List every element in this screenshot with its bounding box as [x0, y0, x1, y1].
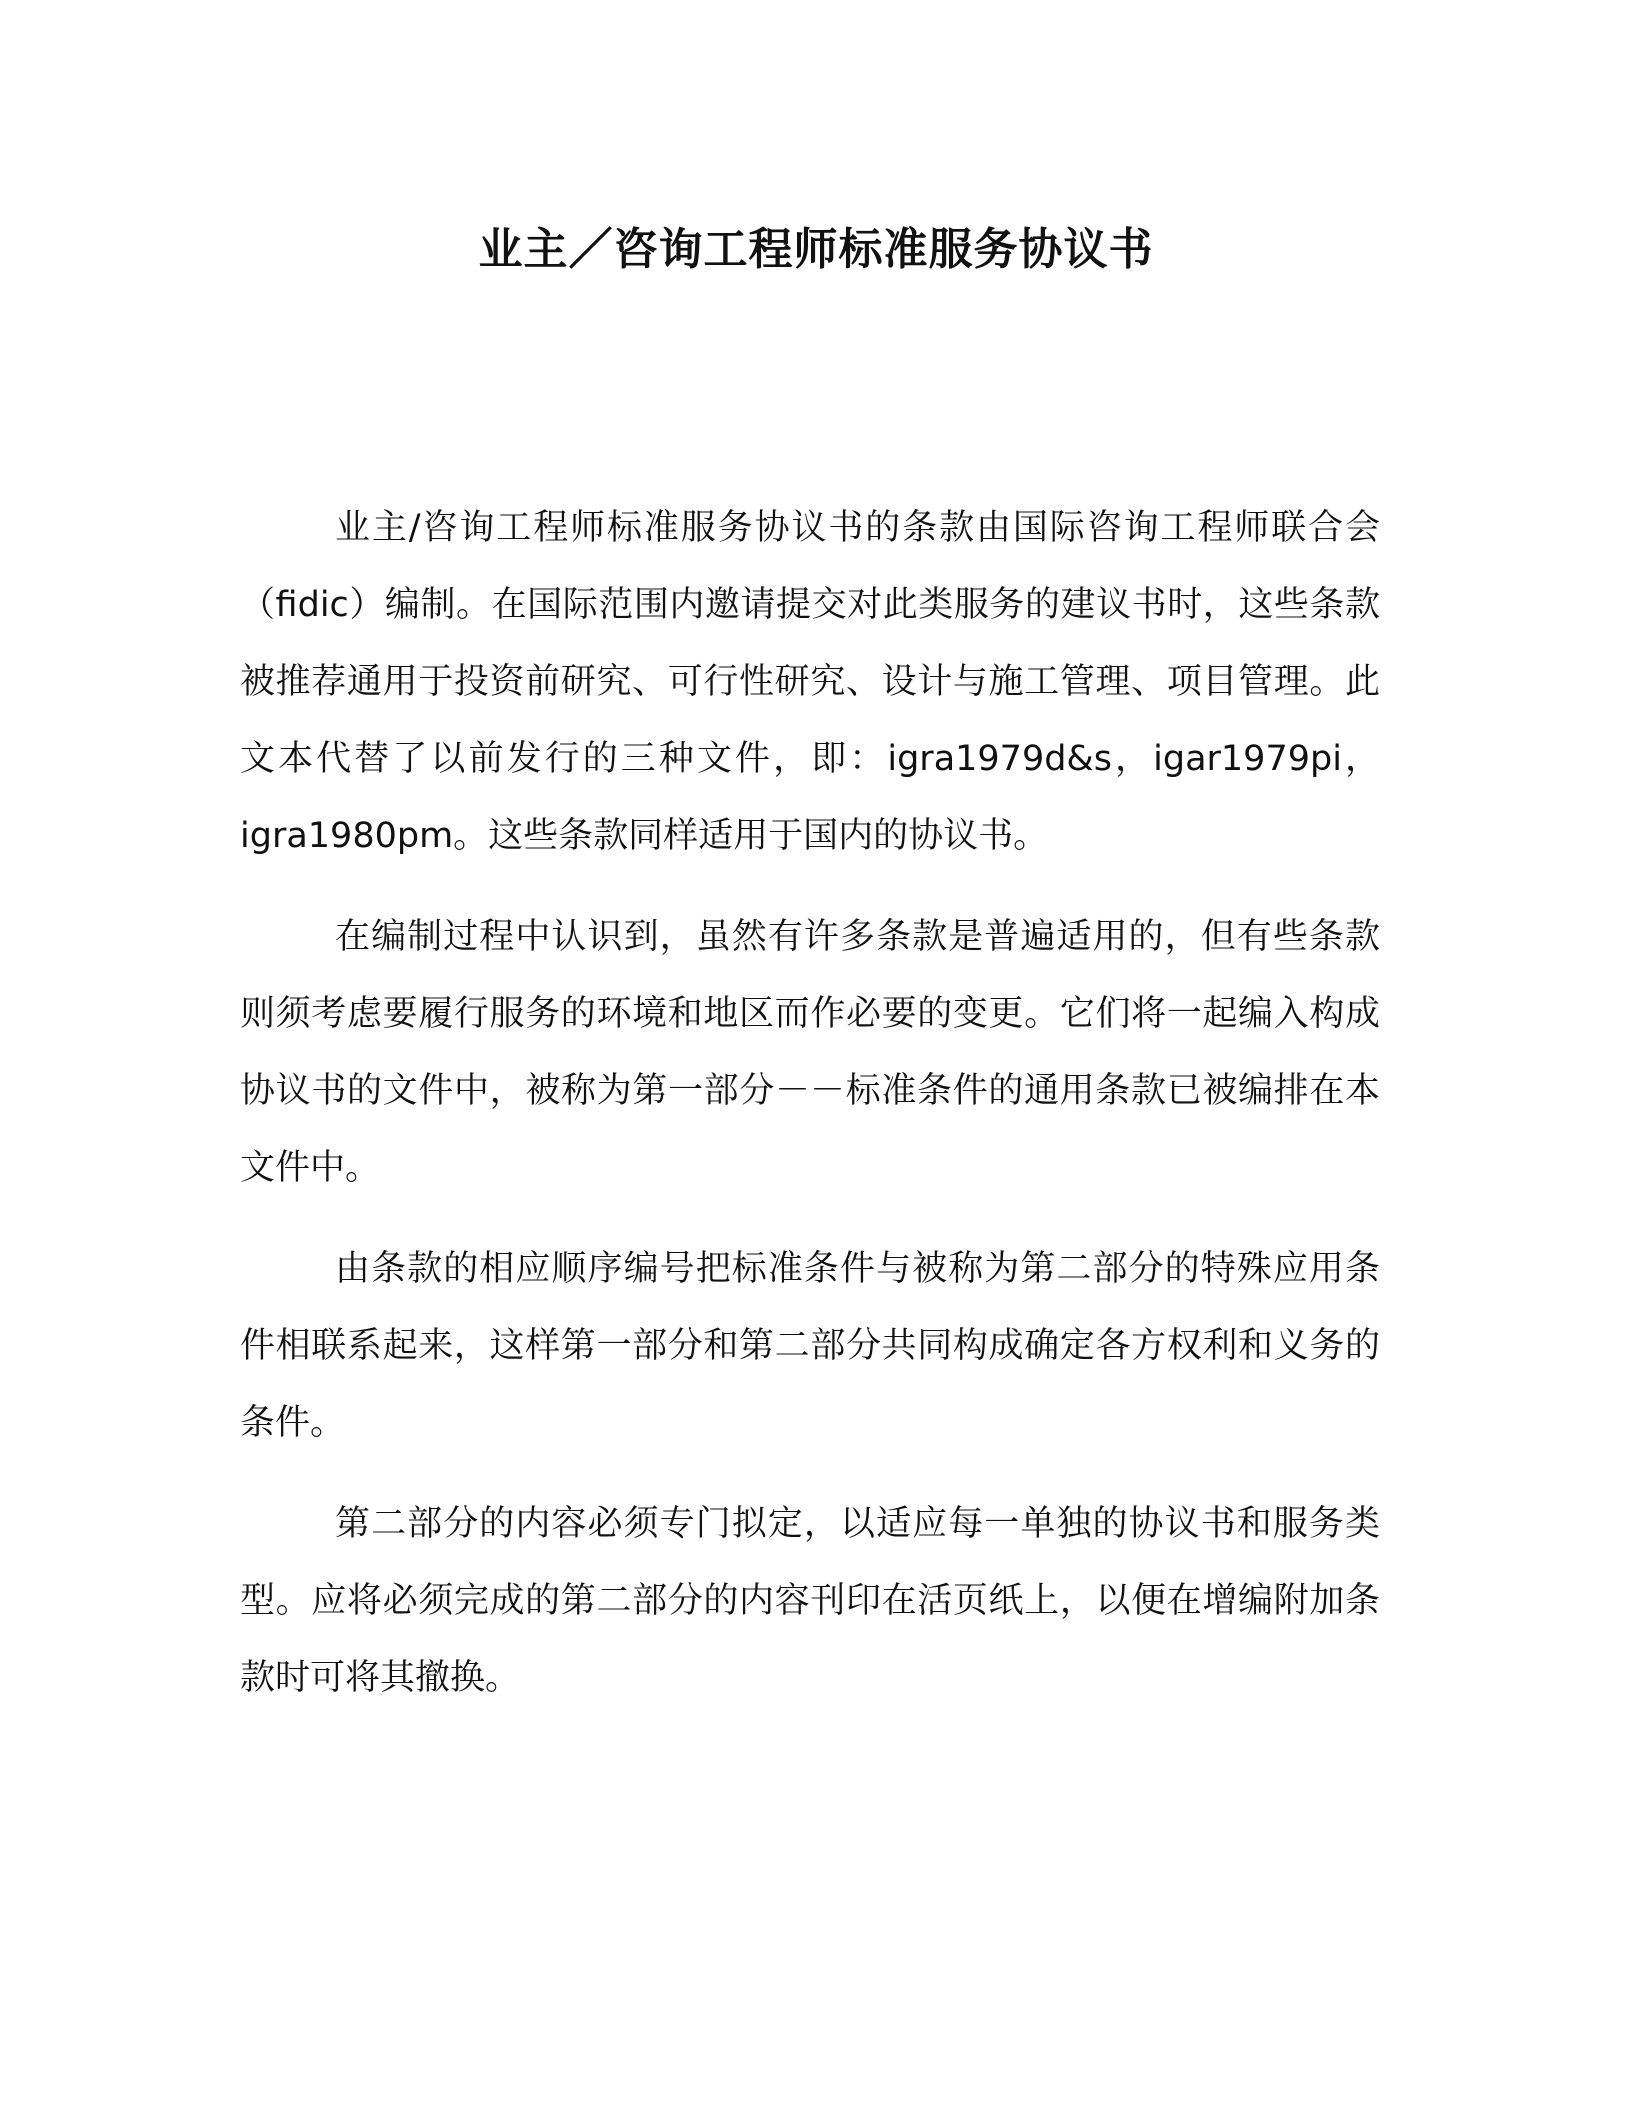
document-body: [240, 490, 1380, 1741]
paragraph-part-two: 第二部分的内容必须专门拟定，以适应每一单独的协议书和服务类型。应将必须完成的第二部分的内容刊印在活页纸上，以便在增编附加条款时可将其撤换。: [240, 1504, 1380, 1698]
document-title: 业主／咨询工程师标准服务协议书: [478, 224, 1154, 275]
paragraph-general-conditions: 在编制过程中认识到，虽然有许多条款是普遍适用的，但有些条款则须考虑要履行服务的环境和地区而作必要的变更。它们将一起编入构成协议书的文件中，被称为第一部分－－标准条件的通用条款已被编排在本文件中。: [240, 917, 1380, 1188]
paragraph-particular-conditions: 由条款的相应顺序编号把标准条件与被称为第二部分的特殊应用条件相联系起来，这样第一部分和第二部分共同构成确定各方权利和义务的条件。: [240, 1249, 1380, 1443]
paragraph-intro: 业主/咨询工程师标准服务协议书的条款由国际咨询工程师联合会（fidic）编制。在国际范围内邀请提交对此类服务的建议书时，这些条款被推荐通用于投资前研究、可行性研究、设计与施工管理、项目管理。此文本代替了以前发行的三种文件，即：igra1979d&s，igar1979pi，igra1980pm。这些条款同样适用于国内的协议书。: [240, 508, 1380, 856]
